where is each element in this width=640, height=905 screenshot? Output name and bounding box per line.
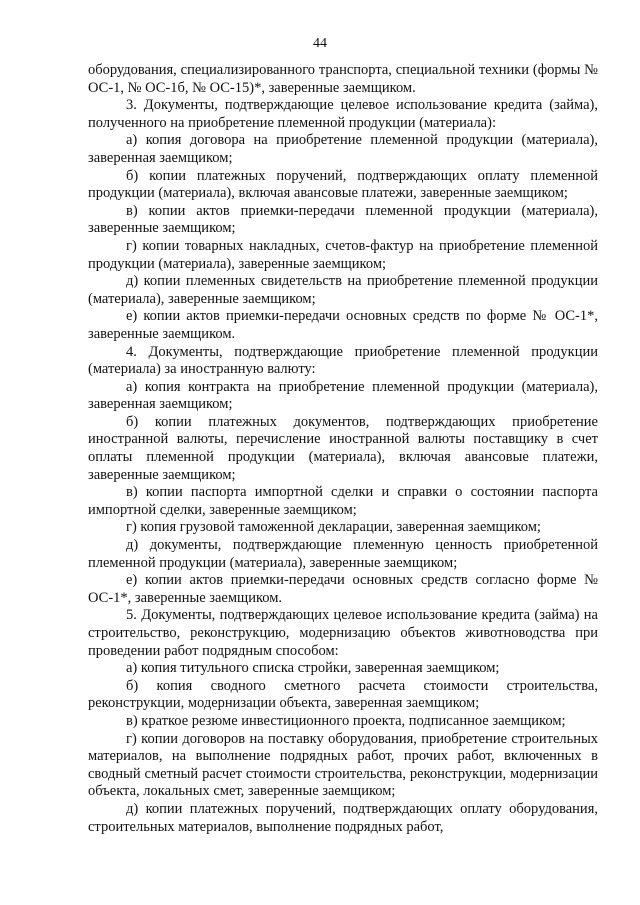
paragraph-5d: д) копии платежных поручений, подтверждающих оплату оборудования, строительных материалов, выполнение подрядных работ,	[88, 800, 598, 835]
paragraph-3d: д) копии племенных свидетельств на приобретение племенной продукции (материала), заверенные заемщиком;	[88, 273, 598, 307]
paragraph-3b: б) копии платежных поручений, подтверждающих оплату племенной продукции (материала), включая авансовые платежи, заверенные заемщиком;	[88, 167, 598, 202]
paragraph-4d: д) документы, подтверждающие племенную ценность приобретенной племенной продукции (материала), заверенные заемщиком;	[88, 537, 598, 571]
paragraph-3v: в) копии актов приемки-передачи племенной продукции (материала), заверенные заемщиком;	[88, 202, 598, 237]
paragraph-3g: г) копии товарных накладных, счетов-фактур на приобретение племенной продукции (материала), заверенные заемщиком;	[88, 237, 598, 272]
paragraph-item-3: 3. Документы, подтверждающие целевое использование кредита (займа), полученного на приобретение племенной продукции (материала):	[88, 97, 598, 131]
paragraph-4a: а) копия контракта на приобретение племенной продукции (материала), заверенная заемщиком;	[88, 378, 598, 413]
paragraph-3a: а) копия договора на приобретение племенной продукции (материала), заверенная заемщиком;	[88, 132, 598, 166]
page-number: 44	[313, 36, 327, 51]
paragraph-3e: е) копии актов приемки-передачи основных средств по форме № ОС-1*, заверенные заемщиком.	[88, 308, 598, 342]
paragraph-5a: а) копия титульного списка стройки, заверенная заемщиком;	[126, 660, 500, 677]
paragraph-item-4: 4. Документы, подтверждающие приобретение племенной продукции (материала) за иностранную валюту:	[88, 343, 598, 378]
paragraph-4b: б) копии платежных документов, подтверждающих приобретение иностранной валюты, перечисление иностранной валюты поставщику в счет оплаты племенной продукции (материала), включая авансовые платежи, заверенные заемщиком;	[88, 413, 598, 483]
paragraph-5v: в) краткое резюме инвестиционного проекта, подписанное заемщиком;	[126, 712, 566, 729]
paragraph-item-5: 5. Документы, подтверждающих целевое использование кредита (займа) на строительство, реконструкцию, модернизацию объектов животноводства при проведении работ подрядным способом:	[88, 607, 598, 659]
paragraph-continuation: оборудования, специализированного транспорта, специальной техники (формы № ОС-1, № ОС-1б, № ОС-15)*, заверенные заемщиком.	[88, 62, 598, 96]
paragraph-5g: г) копии договоров на поставку оборудования, приобретение строительных материалов, на выполнение подрядных работ, прочих работ, включенных в сводный сметный расчет стоимости строительства, реконструкции, модернизации объекта, локальных смет, заверенные заемщиком;	[88, 730, 598, 800]
paragraph-4e: е) копии актов приемки-передачи основных средств согласно форме № ОС-1*, заверенные заемщиком.	[88, 572, 598, 606]
paragraph-4g: г) копия грузовой таможенной декларации, заверенная заемщиком;	[126, 519, 541, 536]
document-body	[88, 62, 598, 836]
paragraph-4v: в) копии паспорта импортной сделки и справки о состоянии паспорта импортной сделки, заверенные заемщиком;	[88, 484, 598, 518]
paragraph-5b: б) копия сводного сметного расчета стоимости строительства, реконструкции, модернизации объекта, заверенная заемщиком;	[88, 677, 598, 712]
